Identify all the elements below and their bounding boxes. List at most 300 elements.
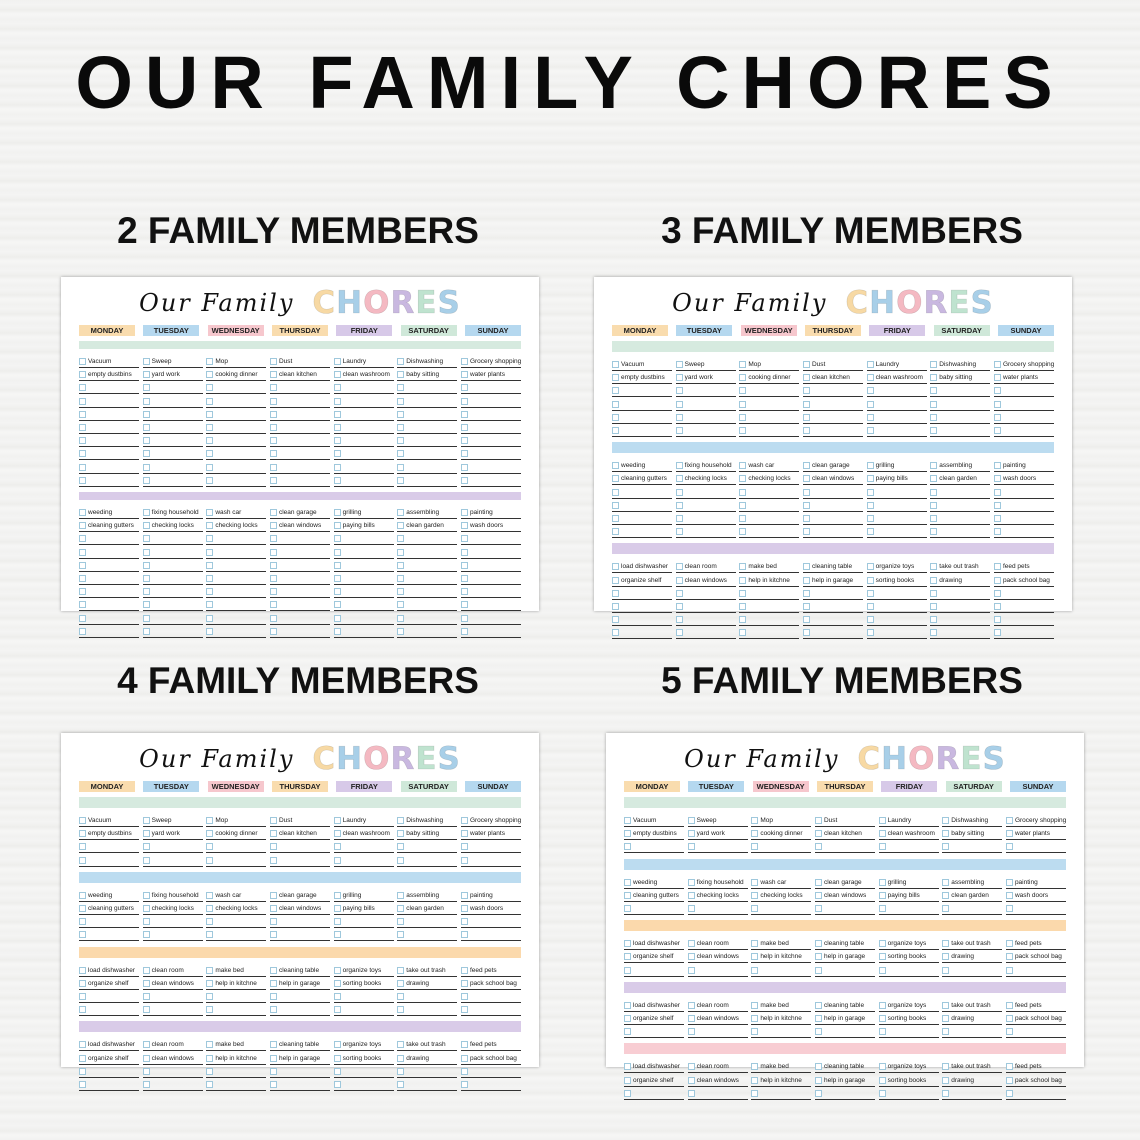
chore-checkbox[interactable] (994, 603, 1001, 610)
chore-checkbox[interactable] (461, 601, 468, 608)
chore-checkbox[interactable] (676, 361, 683, 368)
chore-checkbox[interactable] (930, 374, 937, 381)
chore-checkbox[interactable] (815, 1015, 822, 1022)
chore-checkbox[interactable] (930, 563, 937, 570)
chore-checkbox[interactable] (739, 414, 746, 421)
chore-checkbox[interactable] (270, 535, 277, 542)
chore-checkbox[interactable] (1006, 879, 1013, 886)
chore-checkbox[interactable] (461, 450, 468, 457)
chore-checkbox[interactable] (206, 424, 213, 431)
chore-checkbox[interactable] (143, 477, 150, 484)
chore-checkbox[interactable] (803, 475, 810, 482)
chore-checkbox[interactable] (1006, 817, 1013, 824)
chore-checkbox[interactable] (270, 830, 277, 837)
chore-checkbox[interactable] (79, 477, 86, 484)
chore-checkbox[interactable] (206, 1041, 213, 1048)
chore-checkbox[interactable] (206, 892, 213, 899)
chore-checkbox[interactable] (461, 588, 468, 595)
chore-checkbox[interactable] (879, 1015, 886, 1022)
chore-checkbox[interactable] (143, 1068, 150, 1075)
chore-checkbox[interactable] (676, 590, 683, 597)
chore-checkbox[interactable] (942, 817, 949, 824)
chore-checkbox[interactable] (397, 1055, 404, 1062)
chore-checkbox[interactable] (270, 628, 277, 635)
chore-checkbox[interactable] (143, 562, 150, 569)
chore-checkbox[interactable] (461, 1055, 468, 1062)
chore-checkbox[interactable] (803, 462, 810, 469)
chore-checkbox[interactable] (397, 843, 404, 850)
chore-checkbox[interactable] (1006, 843, 1013, 850)
chore-checkbox[interactable] (270, 549, 277, 556)
chore-checkbox[interactable] (79, 843, 86, 850)
chore-checkbox[interactable] (751, 1063, 758, 1070)
chore-checkbox[interactable] (334, 371, 341, 378)
chore-checkbox[interactable] (79, 1081, 86, 1088)
chore-checkbox[interactable] (739, 427, 746, 434)
chore-checkbox[interactable] (751, 953, 758, 960)
chore-checkbox[interactable] (270, 384, 277, 391)
chore-checkbox[interactable] (397, 905, 404, 912)
chore-checkbox[interactable] (751, 892, 758, 899)
chore-checkbox[interactable] (676, 616, 683, 623)
chore-checkbox[interactable] (143, 905, 150, 912)
chore-checkbox[interactable] (688, 967, 695, 974)
chore-checkbox[interactable] (867, 489, 874, 496)
chore-checkbox[interactable] (79, 522, 86, 529)
chore-checkbox[interactable] (930, 462, 937, 469)
chore-checkbox[interactable] (815, 1028, 822, 1035)
chore-checkbox[interactable] (803, 528, 810, 535)
chore-checkbox[interactable] (688, 1002, 695, 1009)
chore-checkbox[interactable] (739, 563, 746, 570)
chore-checkbox[interactable] (397, 817, 404, 824)
chore-checkbox[interactable] (930, 475, 937, 482)
chore-checkbox[interactable] (803, 414, 810, 421)
chore-checkbox[interactable] (206, 628, 213, 635)
chore-checkbox[interactable] (1006, 940, 1013, 947)
chore-checkbox[interactable] (397, 398, 404, 405)
chore-checkbox[interactable] (143, 830, 150, 837)
chore-checkbox[interactable] (79, 1068, 86, 1075)
chore-checkbox[interactable] (942, 953, 949, 960)
chore-checkbox[interactable] (815, 879, 822, 886)
chore-checkbox[interactable] (867, 387, 874, 394)
chore-checkbox[interactable] (803, 401, 810, 408)
chore-checkbox[interactable] (751, 843, 758, 850)
chore-checkbox[interactable] (143, 628, 150, 635)
chore-checkbox[interactable] (143, 588, 150, 595)
chore-checkbox[interactable] (879, 905, 886, 912)
chore-checkbox[interactable] (461, 535, 468, 542)
chore-checkbox[interactable] (739, 528, 746, 535)
chore-checkbox[interactable] (334, 1006, 341, 1013)
chore-checkbox[interactable] (688, 1090, 695, 1097)
chore-checkbox[interactable] (270, 562, 277, 569)
chore-checkbox[interactable] (688, 1063, 695, 1070)
chore-checkbox[interactable] (815, 967, 822, 974)
chore-checkbox[interactable] (815, 1002, 822, 1009)
chore-checkbox[interactable] (879, 1028, 886, 1035)
chore-checkbox[interactable] (334, 1055, 341, 1062)
chore-checkbox[interactable] (397, 411, 404, 418)
chore-checkbox[interactable] (751, 1077, 758, 1084)
chore-checkbox[interactable] (206, 980, 213, 987)
chore-checkbox[interactable] (143, 1081, 150, 1088)
chore-checkbox[interactable] (930, 515, 937, 522)
chore-checkbox[interactable] (334, 424, 341, 431)
chore-checkbox[interactable] (867, 577, 874, 584)
chore-checkbox[interactable] (867, 603, 874, 610)
chore-checkbox[interactable] (397, 1041, 404, 1048)
chore-checkbox[interactable] (942, 1077, 949, 1084)
chore-checkbox[interactable] (624, 879, 631, 886)
chore-checkbox[interactable] (867, 374, 874, 381)
chore-checkbox[interactable] (206, 562, 213, 569)
chore-checkbox[interactable] (334, 575, 341, 582)
chore-checkbox[interactable] (270, 1055, 277, 1062)
chore-checkbox[interactable] (994, 629, 1001, 636)
chore-checkbox[interactable] (79, 1055, 86, 1062)
chore-checkbox[interactable] (461, 1068, 468, 1075)
chore-checkbox[interactable] (676, 427, 683, 434)
chore-checkbox[interactable] (739, 401, 746, 408)
chore-checkbox[interactable] (930, 629, 937, 636)
chore-checkbox[interactable] (624, 1015, 631, 1022)
chore-checkbox[interactable] (676, 414, 683, 421)
chore-checkbox[interactable] (461, 562, 468, 569)
chore-checkbox[interactable] (612, 462, 619, 469)
chore-checkbox[interactable] (930, 528, 937, 535)
chore-checkbox[interactable] (143, 817, 150, 824)
chore-checkbox[interactable] (397, 980, 404, 987)
chore-checkbox[interactable] (334, 437, 341, 444)
chore-checkbox[interactable] (79, 464, 86, 471)
chore-checkbox[interactable] (942, 1028, 949, 1035)
chore-checkbox[interactable] (206, 857, 213, 864)
chore-checkbox[interactable] (143, 967, 150, 974)
chore-checkbox[interactable] (397, 575, 404, 582)
chore-checkbox[interactable] (751, 817, 758, 824)
chore-checkbox[interactable] (334, 450, 341, 457)
chore-checkbox[interactable] (461, 857, 468, 864)
chore-checkbox[interactable] (143, 1041, 150, 1048)
chore-checkbox[interactable] (397, 358, 404, 365)
chore-checkbox[interactable] (624, 1002, 631, 1009)
chore-checkbox[interactable] (206, 588, 213, 595)
chore-checkbox[interactable] (803, 629, 810, 636)
chore-checkbox[interactable] (739, 475, 746, 482)
chore-checkbox[interactable] (676, 528, 683, 535)
chore-checkbox[interactable] (751, 967, 758, 974)
chore-checkbox[interactable] (624, 1063, 631, 1070)
chore-checkbox[interactable] (143, 384, 150, 391)
chore-checkbox[interactable] (612, 475, 619, 482)
chore-checkbox[interactable] (612, 427, 619, 434)
chore-checkbox[interactable] (879, 1002, 886, 1009)
chore-checkbox[interactable] (612, 629, 619, 636)
chore-checkbox[interactable] (739, 577, 746, 584)
chore-checkbox[interactable] (815, 940, 822, 947)
chore-checkbox[interactable] (334, 549, 341, 556)
chore-checkbox[interactable] (397, 918, 404, 925)
chore-checkbox[interactable] (815, 953, 822, 960)
chore-checkbox[interactable] (334, 411, 341, 418)
chore-checkbox[interactable] (334, 1068, 341, 1075)
chore-checkbox[interactable] (143, 931, 150, 938)
chore-checkbox[interactable] (867, 528, 874, 535)
chore-checkbox[interactable] (334, 993, 341, 1000)
chore-checkbox[interactable] (461, 1006, 468, 1013)
chore-checkbox[interactable] (143, 522, 150, 529)
chore-checkbox[interactable] (994, 374, 1001, 381)
chore-checkbox[interactable] (879, 830, 886, 837)
chore-checkbox[interactable] (867, 414, 874, 421)
chore-checkbox[interactable] (930, 590, 937, 597)
chore-checkbox[interactable] (867, 590, 874, 597)
chore-checkbox[interactable] (994, 528, 1001, 535)
chore-checkbox[interactable] (270, 411, 277, 418)
chore-checkbox[interactable] (143, 464, 150, 471)
chore-checkbox[interactable] (143, 892, 150, 899)
chore-checkbox[interactable] (676, 462, 683, 469)
chore-checkbox[interactable] (688, 843, 695, 850)
chore-checkbox[interactable] (879, 817, 886, 824)
chore-checkbox[interactable] (994, 616, 1001, 623)
chore-checkbox[interactable] (688, 879, 695, 886)
chore-checkbox[interactable] (867, 629, 874, 636)
chore-checkbox[interactable] (879, 1063, 886, 1070)
chore-checkbox[interactable] (206, 830, 213, 837)
chore-checkbox[interactable] (206, 967, 213, 974)
chore-checkbox[interactable] (461, 522, 468, 529)
chore-checkbox[interactable] (206, 615, 213, 622)
chore-checkbox[interactable] (867, 616, 874, 623)
chore-checkbox[interactable] (942, 1015, 949, 1022)
chore-checkbox[interactable] (397, 371, 404, 378)
chore-checkbox[interactable] (676, 489, 683, 496)
chore-checkbox[interactable] (815, 905, 822, 912)
chore-checkbox[interactable] (815, 1063, 822, 1070)
chore-checkbox[interactable] (397, 967, 404, 974)
chore-checkbox[interactable] (930, 414, 937, 421)
chore-checkbox[interactable] (879, 1077, 886, 1084)
chore-checkbox[interactable] (270, 437, 277, 444)
chore-checkbox[interactable] (334, 588, 341, 595)
chore-checkbox[interactable] (206, 843, 213, 850)
chore-checkbox[interactable] (1006, 967, 1013, 974)
chore-checkbox[interactable] (206, 358, 213, 365)
chore-checkbox[interactable] (143, 398, 150, 405)
chore-checkbox[interactable] (930, 361, 937, 368)
chore-checkbox[interactable] (143, 450, 150, 457)
chore-checkbox[interactable] (739, 489, 746, 496)
chore-checkbox[interactable] (397, 535, 404, 542)
chore-checkbox[interactable] (206, 931, 213, 938)
chore-checkbox[interactable] (143, 615, 150, 622)
chore-checkbox[interactable] (206, 509, 213, 516)
chore-checkbox[interactable] (930, 577, 937, 584)
chore-checkbox[interactable] (867, 502, 874, 509)
chore-checkbox[interactable] (461, 1081, 468, 1088)
chore-checkbox[interactable] (79, 450, 86, 457)
chore-checkbox[interactable] (461, 905, 468, 912)
chore-checkbox[interactable] (143, 843, 150, 850)
chore-checkbox[interactable] (79, 980, 86, 987)
chore-checkbox[interactable] (270, 843, 277, 850)
chore-checkbox[interactable] (867, 401, 874, 408)
chore-checkbox[interactable] (994, 563, 1001, 570)
chore-checkbox[interactable] (461, 980, 468, 987)
chore-checkbox[interactable] (461, 843, 468, 850)
chore-checkbox[interactable] (334, 464, 341, 471)
chore-checkbox[interactable] (751, 905, 758, 912)
chore-checkbox[interactable] (461, 830, 468, 837)
chore-checkbox[interactable] (688, 817, 695, 824)
chore-checkbox[interactable] (79, 1006, 86, 1013)
chore-checkbox[interactable] (206, 450, 213, 457)
chore-checkbox[interactable] (803, 502, 810, 509)
chore-checkbox[interactable] (751, 1015, 758, 1022)
chore-checkbox[interactable] (79, 509, 86, 516)
chore-checkbox[interactable] (461, 384, 468, 391)
chore-checkbox[interactable] (461, 615, 468, 622)
chore-checkbox[interactable] (206, 817, 213, 824)
chore-checkbox[interactable] (270, 817, 277, 824)
chore-checkbox[interactable] (461, 967, 468, 974)
chore-checkbox[interactable] (930, 387, 937, 394)
chore-checkbox[interactable] (461, 817, 468, 824)
chore-checkbox[interactable] (79, 549, 86, 556)
chore-checkbox[interactable] (79, 857, 86, 864)
chore-checkbox[interactable] (270, 918, 277, 925)
chore-checkbox[interactable] (879, 940, 886, 947)
chore-checkbox[interactable] (612, 616, 619, 623)
chore-checkbox[interactable] (815, 1077, 822, 1084)
chore-checkbox[interactable] (206, 371, 213, 378)
chore-checkbox[interactable] (206, 535, 213, 542)
chore-checkbox[interactable] (739, 502, 746, 509)
chore-checkbox[interactable] (676, 502, 683, 509)
chore-checkbox[interactable] (79, 398, 86, 405)
chore-checkbox[interactable] (612, 515, 619, 522)
chore-checkbox[interactable] (751, 1002, 758, 1009)
chore-checkbox[interactable] (79, 830, 86, 837)
chore-checkbox[interactable] (334, 398, 341, 405)
chore-checkbox[interactable] (270, 522, 277, 529)
chore-checkbox[interactable] (994, 387, 1001, 394)
chore-checkbox[interactable] (143, 601, 150, 608)
chore-checkbox[interactable] (930, 502, 937, 509)
chore-checkbox[interactable] (206, 411, 213, 418)
chore-checkbox[interactable] (612, 590, 619, 597)
chore-checkbox[interactable] (676, 515, 683, 522)
chore-checkbox[interactable] (270, 993, 277, 1000)
chore-checkbox[interactable] (612, 387, 619, 394)
chore-checkbox[interactable] (815, 830, 822, 837)
chore-checkbox[interactable] (143, 509, 150, 516)
chore-checkbox[interactable] (397, 615, 404, 622)
chore-checkbox[interactable] (688, 940, 695, 947)
chore-checkbox[interactable] (688, 1077, 695, 1084)
chore-checkbox[interactable] (461, 549, 468, 556)
chore-checkbox[interactable] (994, 489, 1001, 496)
chore-checkbox[interactable] (206, 464, 213, 471)
chore-checkbox[interactable] (143, 918, 150, 925)
chore-checkbox[interactable] (942, 940, 949, 947)
chore-checkbox[interactable] (624, 1090, 631, 1097)
chore-checkbox[interactable] (270, 905, 277, 912)
chore-checkbox[interactable] (334, 562, 341, 569)
chore-checkbox[interactable] (942, 1090, 949, 1097)
chore-checkbox[interactable] (143, 437, 150, 444)
chore-checkbox[interactable] (879, 1090, 886, 1097)
chore-checkbox[interactable] (879, 953, 886, 960)
chore-checkbox[interactable] (1006, 1090, 1013, 1097)
chore-checkbox[interactable] (879, 892, 886, 899)
chore-checkbox[interactable] (624, 953, 631, 960)
chore-checkbox[interactable] (334, 522, 341, 529)
chore-checkbox[interactable] (270, 857, 277, 864)
chore-checkbox[interactable] (270, 477, 277, 484)
chore-checkbox[interactable] (867, 475, 874, 482)
chore-checkbox[interactable] (815, 817, 822, 824)
chore-checkbox[interactable] (397, 509, 404, 516)
chore-checkbox[interactable] (688, 1028, 695, 1035)
chore-checkbox[interactable] (461, 509, 468, 516)
chore-checkbox[interactable] (612, 502, 619, 509)
chore-checkbox[interactable] (612, 528, 619, 535)
chore-checkbox[interactable] (624, 940, 631, 947)
chore-checkbox[interactable] (1006, 830, 1013, 837)
chore-checkbox[interactable] (461, 464, 468, 471)
chore-checkbox[interactable] (942, 879, 949, 886)
chore-checkbox[interactable] (79, 967, 86, 974)
chore-checkbox[interactable] (688, 953, 695, 960)
chore-checkbox[interactable] (397, 437, 404, 444)
chore-checkbox[interactable] (624, 843, 631, 850)
chore-checkbox[interactable] (79, 384, 86, 391)
chore-checkbox[interactable] (79, 931, 86, 938)
chore-checkbox[interactable] (1006, 1015, 1013, 1022)
chore-checkbox[interactable] (676, 401, 683, 408)
chore-checkbox[interactable] (461, 931, 468, 938)
chore-checkbox[interactable] (270, 509, 277, 516)
chore-checkbox[interactable] (994, 515, 1001, 522)
chore-checkbox[interactable] (270, 398, 277, 405)
chore-checkbox[interactable] (206, 1006, 213, 1013)
chore-checkbox[interactable] (461, 371, 468, 378)
chore-checkbox[interactable] (739, 590, 746, 597)
chore-checkbox[interactable] (397, 601, 404, 608)
chore-checkbox[interactable] (942, 1002, 949, 1009)
chore-checkbox[interactable] (79, 424, 86, 431)
chore-checkbox[interactable] (994, 401, 1001, 408)
chore-checkbox[interactable] (867, 427, 874, 434)
chore-checkbox[interactable] (803, 489, 810, 496)
chore-checkbox[interactable] (461, 424, 468, 431)
chore-checkbox[interactable] (334, 1041, 341, 1048)
chore-checkbox[interactable] (397, 477, 404, 484)
chore-checkbox[interactable] (461, 628, 468, 635)
chore-checkbox[interactable] (676, 563, 683, 570)
chore-checkbox[interactable] (612, 361, 619, 368)
chore-checkbox[interactable] (79, 918, 86, 925)
chore-checkbox[interactable] (270, 588, 277, 595)
chore-checkbox[interactable] (751, 1090, 758, 1097)
chore-checkbox[interactable] (79, 993, 86, 1000)
chore-checkbox[interactable] (206, 1068, 213, 1075)
chore-checkbox[interactable] (803, 616, 810, 623)
